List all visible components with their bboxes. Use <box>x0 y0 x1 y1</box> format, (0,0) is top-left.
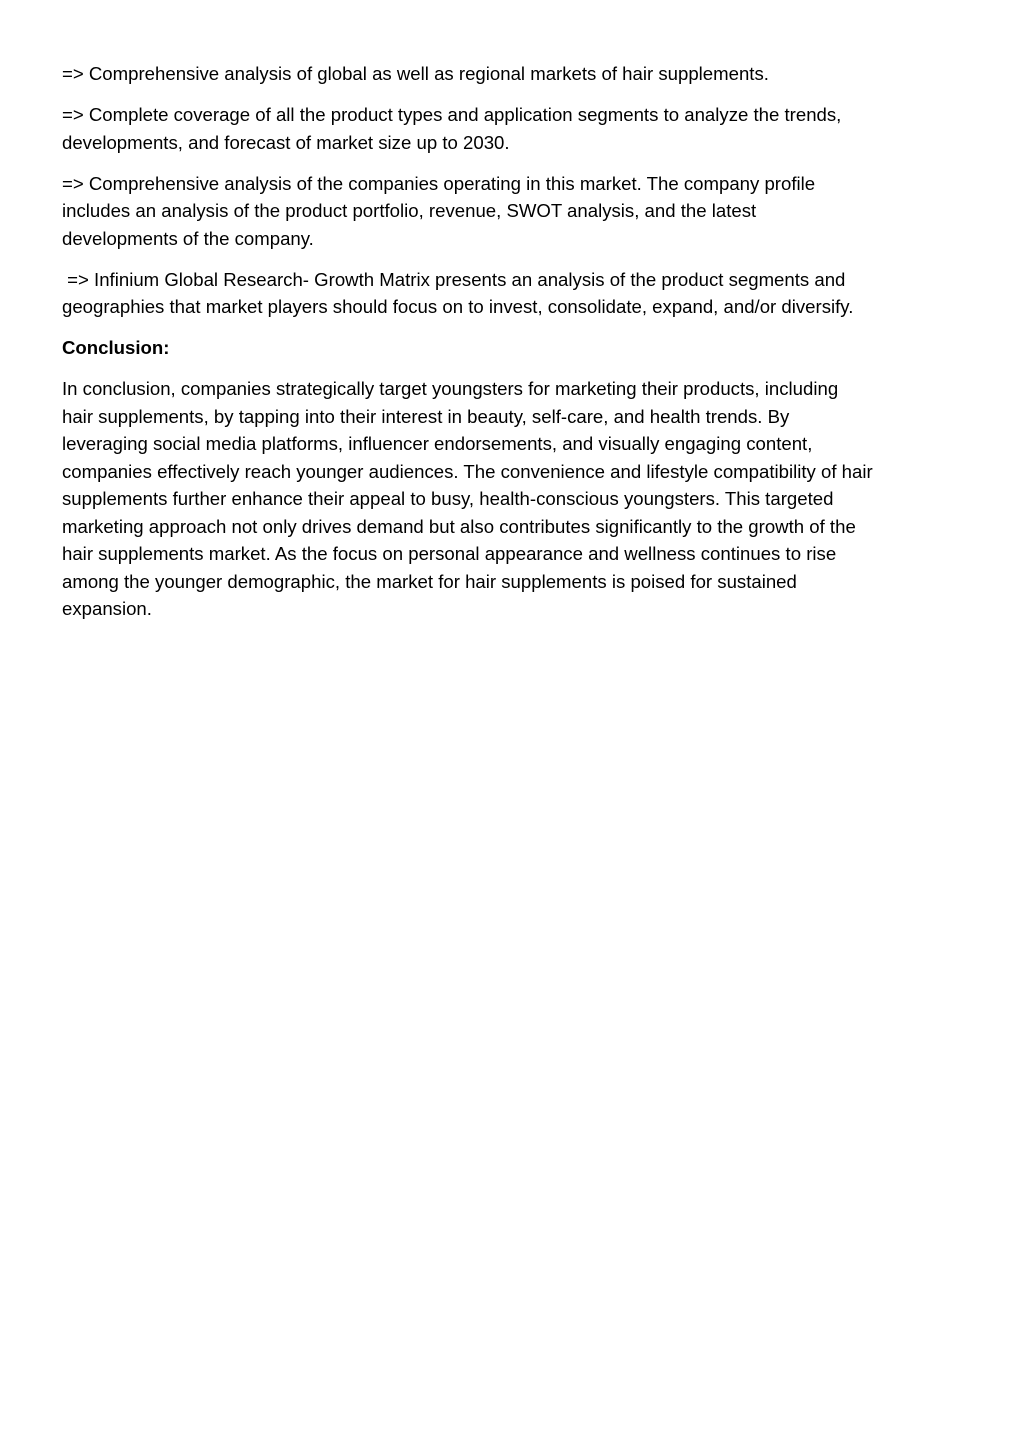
bullet-paragraph <box>62 60 967 88</box>
text-line: supplements further enhance their appeal to busy, health-conscious youngsters. This targeted <box>62 488 834 509</box>
text-line: => Comprehensive analysis of the companies operating in this market. The company profile <box>62 172 816 194</box>
text-line: developments of the company. <box>62 227 314 249</box>
text-line: hair supplements market. As the focus on personal appearance and wellness continues to rise <box>62 543 837 564</box>
bullet-paragraph <box>62 170 967 253</box>
document-page <box>62 60 967 636</box>
text-line: In conclusion, companies strategically target youngsters for marketing their products, including <box>62 378 839 399</box>
text-line: leveraging social media platforms, influencer endorsements, and visually engaging content, <box>62 433 813 454</box>
text-line: companies effectively reach younger audiences. The convenience and lifestyle compatibility of hair <box>62 460 873 482</box>
text-line: among the younger demographic, the market for hair supplements is poised for sustained <box>62 570 797 592</box>
bullet-paragraph <box>62 266 967 321</box>
conclusion-heading: Conclusion: <box>62 337 170 358</box>
text-line: includes an analysis of the product portfolio, revenue, SWOT analysis, and the latest <box>62 200 757 221</box>
conclusion-paragraph <box>62 375 967 623</box>
text-line: marketing approach not only drives demand but also contributes significantly to the growth of the <box>62 515 856 537</box>
text-line: developments, and forecast of market size up to 2030. <box>62 131 510 153</box>
text-line: => Infinium Global Research- Growth Matrix presents an analysis of the product segments and <box>62 268 846 290</box>
text-line: => Comprehensive analysis of global as well as regional markets of hair supplements. <box>62 63 769 84</box>
bullet-paragraph <box>62 101 967 156</box>
text-line: expansion. <box>62 598 152 619</box>
text-line: => Complete coverage of all the product types and application segments to analyze the trends, <box>62 104 842 125</box>
text-line: hair supplements, by tapping into their interest in beauty, self-care, and health trends. By <box>62 405 790 427</box>
text-line: geographies that market players should focus on to invest, consolidate, expand, and/or diversify. <box>62 296 854 317</box>
